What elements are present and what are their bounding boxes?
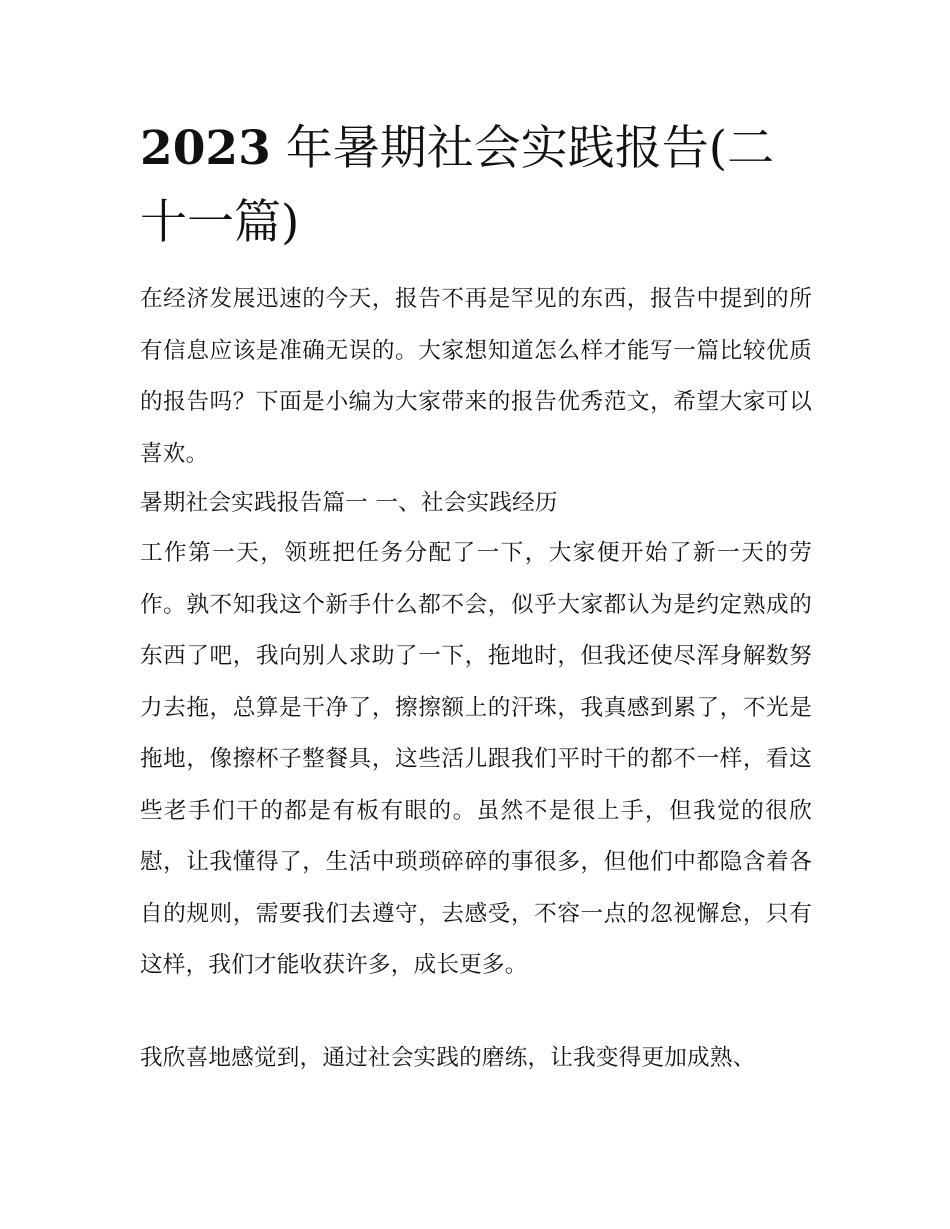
intro-paragraph: 在经济发展迅速的今天，报告不再是罕见的东西，报告中提到的所有信息应该是准确无误的。大家想知道怎么样才能写一篇比较优质的报告吗？下面是小编为大家带来的报告优秀范文，希望大家可以喜欢。 <box>140 286 812 467</box>
body-paragraph-1: 工作第一天，领班把任务分配了一下，大家便开始了新一天的劳作。孰不知我这个新手什么都不会，似乎大家都认为是约定熟成的东西了吧，我向别人求助了一下，拖地时，但我还使尽浑身解数努力去拖，总算是干净了，擦擦额上的汗珠，我真感到累了，不光是拖地，像擦杯子整餐具，这些活儿跟我们平时干的都不一样，看这些老手们干的都是有板有眼的。虽然不是很上手，但我觉的很欣慰，让我懂得了，生活中琐琐碎碎的事很多，但他们中都隐含着各自的规则，需要我们去遵守，去感受，不容一点的忽视懈怠，只有这样，我们才能收获许多，成长更多。 <box>140 540 812 978</box>
section-heading: 暑期社会实践报告篇一 一、社会实践经历 <box>140 490 558 516</box>
title-text: 年暑期社会实践报告(二十一篇) <box>140 121 775 250</box>
document-title <box>140 112 820 260</box>
title-year: 2023 <box>140 121 271 176</box>
body-paragraph-2: 我欣喜地感觉到，通过社会实践的磨练，让我变得更加成熟、 <box>140 1045 756 1071</box>
